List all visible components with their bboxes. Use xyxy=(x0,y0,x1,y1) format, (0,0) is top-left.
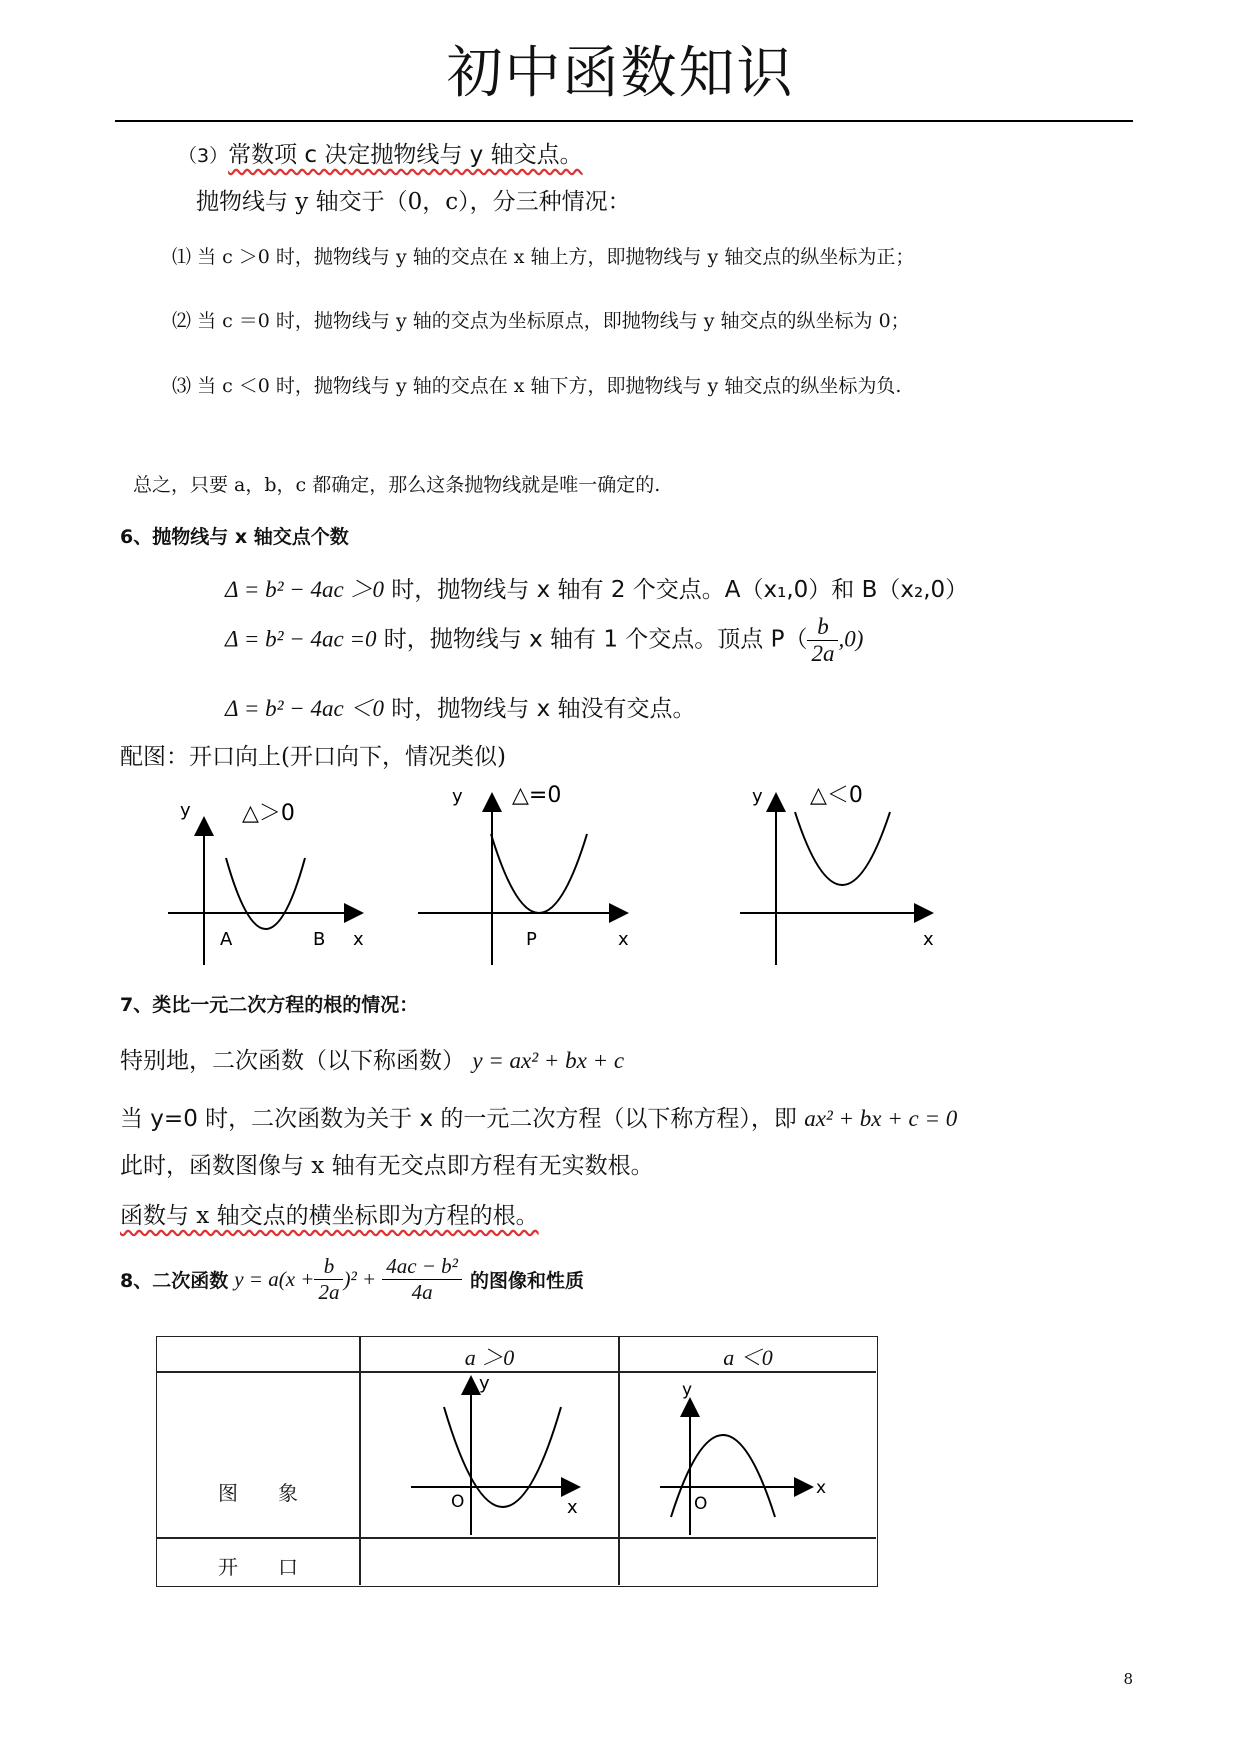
fraction-numerator: 4ac − b² xyxy=(382,1254,462,1280)
section7-line1-text: 特别地，二次函数（以下称函数） xyxy=(120,1048,465,1074)
section6-heading: 6、抛物线与 x 轴交点个数 xyxy=(120,526,349,548)
discriminant-line-negative xyxy=(225,690,696,723)
page-number: 8 xyxy=(1123,1670,1133,1688)
section7-line2-text: 当 y=0 时，二次函数为关于 x 的一元二次方程（以下称方程），即 xyxy=(120,1106,797,1132)
discriminant-text: 时，抛物线与 x 轴有 1 个交点。顶点 P（ xyxy=(376,626,808,653)
section-c-heading-num: （3） xyxy=(178,145,229,167)
vertex-form-left: y = a(x + xyxy=(234,1267,315,1291)
y-axis-label: y xyxy=(682,1380,693,1400)
x-axis-label: x xyxy=(923,929,934,950)
section7-line2 xyxy=(120,1100,957,1133)
case-text: 当 c ＞0 时，抛物线与 y 轴的交点在 x 轴上方，即抛物线与 y 轴交点的纵坐标为正； xyxy=(197,246,915,268)
y-axis-label: y xyxy=(479,1373,490,1394)
fraction-denominator: 2a xyxy=(811,641,835,666)
discriminant-label: △=0 xyxy=(512,783,562,808)
case-item-2 xyxy=(172,306,910,333)
discriminant-line-zero xyxy=(225,614,863,667)
vertex-tail: ,0) xyxy=(838,626,864,652)
section7-line1-formula: y = ax² + bx + c xyxy=(472,1048,625,1073)
discriminant-line-positive xyxy=(225,571,968,604)
section7-heading: 7、类比一元二次方程的根的情况： xyxy=(120,994,419,1016)
section7-line2-formula: ax² + bx + c = 0 xyxy=(804,1106,958,1131)
discriminant-label: △＞0 xyxy=(242,801,295,826)
case-text: 当 c ＜0 时，抛物线与 y 轴的交点在 x 轴下方，即抛物线与 y 轴交点的纵坐标为负. xyxy=(197,375,902,397)
vertex-label-p: P xyxy=(526,929,537,950)
graph-two-roots xyxy=(150,780,390,970)
graph-a-negative xyxy=(620,1373,876,1537)
section-c-summary: 总之，只要 a，b，c 都确定，那么这条抛物线就是唯一确定的. xyxy=(133,474,661,496)
table-row-label-graph: 图 象 xyxy=(218,1481,298,1505)
table-header-a-positive: a ＞0 xyxy=(464,1345,515,1370)
case-num: ⑶ xyxy=(172,375,192,397)
discriminant-formula: Δ = b² − 4ac ＜0 xyxy=(225,696,384,721)
case-item-1 xyxy=(172,242,914,269)
vertex-form-fraction-1 xyxy=(314,1254,343,1305)
parabola-curve xyxy=(671,1435,775,1517)
section7-line4 xyxy=(120,1197,539,1230)
section8-heading xyxy=(120,1254,584,1305)
fraction-denominator: 4a xyxy=(411,1280,433,1304)
parabola-curve xyxy=(795,812,890,885)
section-c-heading xyxy=(178,136,583,169)
x-axis-label: x xyxy=(816,1478,827,1498)
section7-line1 xyxy=(120,1042,624,1075)
properties-table xyxy=(156,1336,878,1587)
x-axis-label: x xyxy=(618,929,629,950)
discriminant-formula: Δ = b² − 4ac ＞0 xyxy=(225,577,384,602)
section8-heading-suffix: 的图像和性质 xyxy=(469,1270,584,1292)
root-label-a: A xyxy=(220,929,233,950)
discriminant-label: △＜0 xyxy=(810,783,863,808)
section-c-heading-text: 常数项 c 决定抛物线与 y 轴交点。 xyxy=(228,142,583,168)
discriminant-text: 时，抛物线与 x 轴有 2 个交点。A（x₁,0）和 B（x₂,0） xyxy=(383,577,969,603)
case-num: ⑴ xyxy=(172,246,192,268)
parabola-curve xyxy=(491,834,587,913)
y-axis-label: y xyxy=(452,786,463,807)
discriminant-formula: Δ = b² − 4ac =0 xyxy=(225,626,377,652)
y-axis-label: y xyxy=(752,786,763,807)
fraction-numerator: b xyxy=(314,1254,343,1280)
x-axis-label: x xyxy=(353,929,364,950)
graph-one-root xyxy=(410,780,640,970)
x-axis-label: x xyxy=(567,1497,578,1518)
fraction-denominator: 2a xyxy=(318,1280,340,1304)
graph-a-positive xyxy=(361,1373,618,1537)
vertex-fraction xyxy=(807,614,838,667)
parabola-curve xyxy=(226,858,305,929)
discriminant-text: 时，抛物线与 x 轴没有交点。 xyxy=(383,696,696,722)
case-text: 当 c ＝0 时，抛物线与 y 轴的交点为坐标原点，即抛物线与 y 轴交点的纵坐标为 0； xyxy=(197,310,910,332)
page-title: 初中函数知识 xyxy=(446,41,795,106)
table-header-a-negative: a ＜0 xyxy=(723,1345,773,1370)
section-c-intro: 抛物线与 y 轴交于（0，c），分三种情况： xyxy=(196,189,631,215)
origin-label: O xyxy=(694,1494,708,1514)
case-item-3 xyxy=(172,371,901,398)
fraction-numerator: b xyxy=(807,614,838,641)
section7-line4-text: 函数与 x 轴交点的横坐标即为方程的根。 xyxy=(120,1203,539,1229)
section8-heading-prefix: 8、二次函数 xyxy=(120,1270,229,1292)
table-divider xyxy=(157,1537,876,1539)
origin-label: O xyxy=(451,1492,465,1512)
vertex-form-mid: )² + xyxy=(343,1267,377,1291)
graph-no-roots xyxy=(730,780,950,970)
y-axis-label: y xyxy=(180,800,191,821)
root-label-b: B xyxy=(313,929,326,950)
table-row-label-opening: 开 口 xyxy=(218,1555,298,1579)
title-divider xyxy=(115,120,1133,122)
case-num: ⑵ xyxy=(172,310,192,332)
section7-line3: 此时，函数图像与 x 轴有无交点即方程有无实数根。 xyxy=(120,1153,654,1179)
vertex-form-fraction-2 xyxy=(382,1254,462,1305)
figure-caption: 配图：开口向上(开口向下，情况类似) xyxy=(120,744,506,770)
